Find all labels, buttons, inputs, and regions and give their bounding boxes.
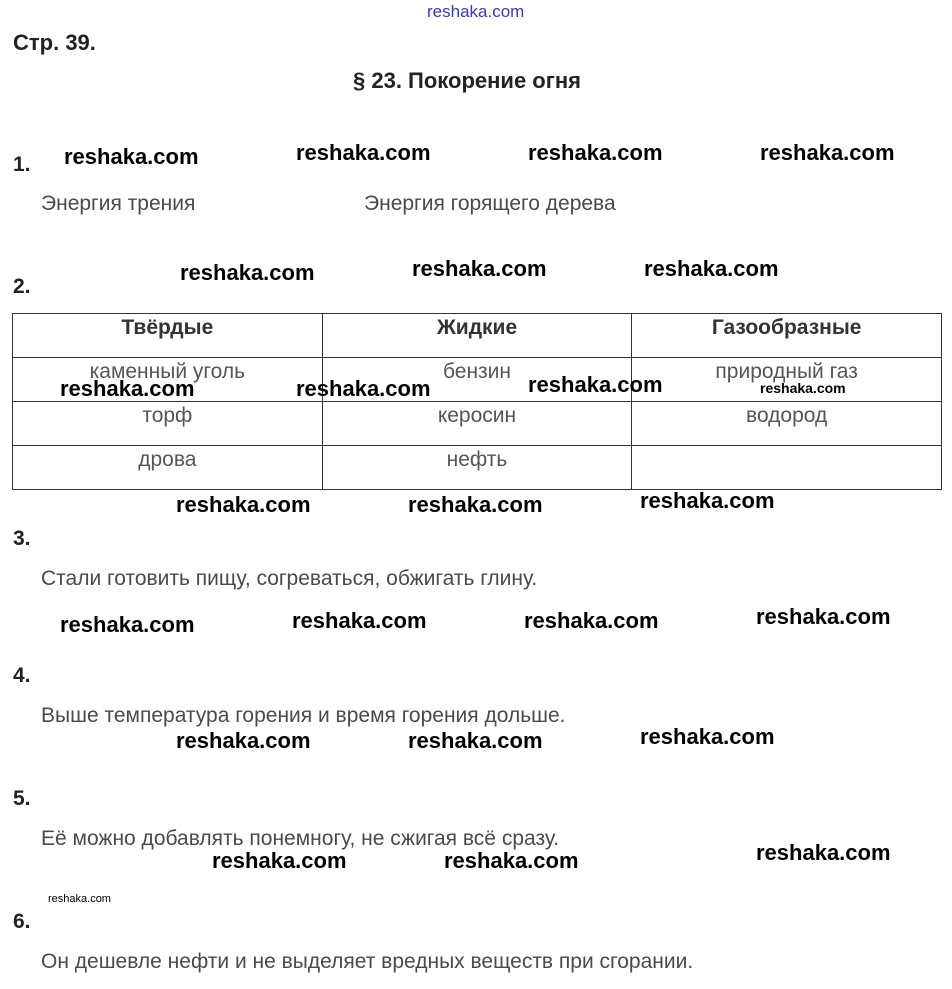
- watermark: reshaka.com: [60, 612, 195, 637]
- watermark: reshaka.com: [756, 840, 891, 865]
- watermark: reshaka.com: [64, 144, 199, 169]
- question-number-6: 6.: [13, 910, 31, 933]
- watermark: reshaka.com: [644, 256, 779, 281]
- watermark: reshaka.com: [296, 140, 431, 165]
- watermark: reshaka.com: [444, 848, 579, 873]
- table-row: [13, 446, 942, 490]
- watermark: reshaka.com: [528, 372, 663, 397]
- header-gas: Газообразные: [632, 314, 942, 358]
- table-cell: бензин: [322, 358, 632, 402]
- table-cell: нефть: [322, 446, 632, 490]
- watermark: reshaka.com: [176, 492, 311, 517]
- watermark: reshaka.com: [524, 608, 659, 633]
- watermark: reshaka.com: [640, 724, 775, 749]
- watermark: reshaka.com: [640, 488, 775, 513]
- watermark: reshaka.com: [212, 848, 347, 873]
- watermark: reshaka.com: [408, 728, 543, 753]
- top-watermark: reshaka.com: [427, 2, 525, 21]
- table-cell: дрова: [13, 446, 323, 490]
- table-cell: водород: [632, 402, 942, 446]
- question-number-3: 3.: [13, 527, 31, 550]
- watermark: reshaka.com: [176, 728, 311, 753]
- question-number-2: 2.: [13, 275, 31, 298]
- watermark: reshaka.com: [408, 492, 543, 517]
- watermark: reshaka.com: [48, 893, 111, 905]
- watermark: reshaka.com: [296, 376, 431, 401]
- page-label: Стр. 39.: [13, 30, 96, 55]
- watermark: reshaka.com: [292, 608, 427, 633]
- header-solid: Твёрдые: [13, 314, 323, 358]
- watermark: reshaka.com: [60, 376, 195, 401]
- table-cell: торф: [13, 402, 323, 446]
- watermark: reshaka.com: [528, 140, 663, 165]
- watermark: reshaka.com: [180, 260, 315, 285]
- answer-3: Стали готовить пищу, согреваться, обжигать глину.: [41, 567, 538, 590]
- table-header-row: [13, 314, 942, 358]
- table-cell: каменный уголь: [13, 358, 323, 402]
- watermark: reshaka.com: [756, 604, 891, 629]
- table-cell: природный газ: [632, 358, 942, 402]
- watermark: reshaka.com: [760, 380, 846, 396]
- table-row: [13, 402, 942, 446]
- answer-1-left: Энергия трения: [41, 192, 196, 215]
- answer-4: Выше температура горения и время горения дольше.: [41, 704, 566, 727]
- table-cell: [632, 446, 942, 490]
- answer-1-right: Энергия горящего дерева: [364, 192, 616, 215]
- question-number-1: 1.: [13, 153, 31, 176]
- watermark: reshaka.com: [760, 140, 895, 165]
- header-liquid: Жидкие: [322, 314, 632, 358]
- watermark: reshaka.com: [412, 256, 547, 281]
- answer-6: Он дешевле нефти и не выделяет вредных веществ при сгорании.: [41, 950, 694, 973]
- question-number-4: 4.: [13, 664, 31, 687]
- question-number-5: 5.: [13, 787, 31, 810]
- page-title: § 23. Покорение огня: [353, 68, 582, 93]
- answer-5: Её можно добавлять понемногу, не сжигая всё сразу.: [41, 827, 560, 850]
- table-cell: керосин: [322, 402, 632, 446]
